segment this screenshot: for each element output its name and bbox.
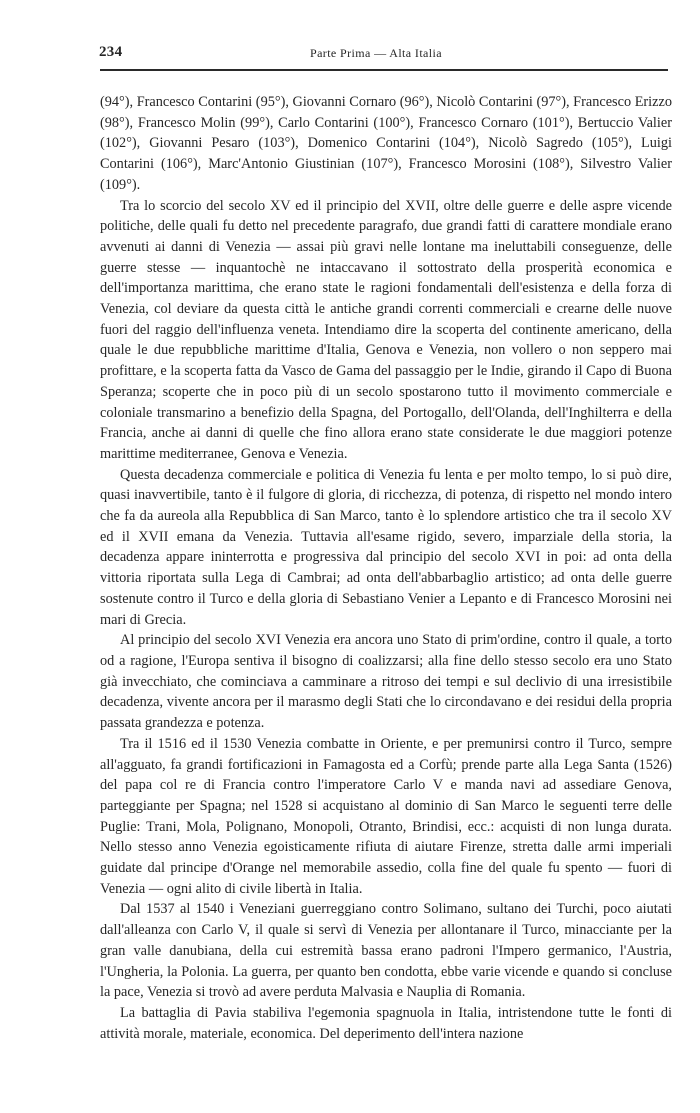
paragraph: Dal 1537 al 1540 i Veneziani guerreggiano contro Solimano, sultano dei Turchi, poco aiutati dall'alleanza con Carlo V, il quale si servì di Venezia per allontanare il Turco, minacciante per la gran valle danubiana, della cui estremità bassa erano padroni l'Impero germanico, l'Austria, l'Ungheria, la Polonia. La guerra, per quanto ben condotta, ebbe varie vicende e quando si concluse la pace, Venezia si trovò ad avere perduta Malvasia e Nauplia di Romania. bbox=[100, 901, 672, 1001]
paragraph: Tra lo scorcio del secolo XV ed il principio del XVII, oltre delle guerre e delle aspre vicende politiche, delle quali fu detto nel precedente paragrafo, due grandi fatti di carattere mondiale erano avvenuti ai danni di Venezia — assai più gravi nelle lontane ma ineluttabili conseguenze, delle guerre stesse — inquantochè ne intaccavano il sottostrato della prosperità economica e dell'importanza marittima, che erano state le ragioni fondamentali dell'esistenza e della forza di Venezia, col deviare da questa città le antiche grandi correnti commerciali e crearne delle nuove fuori del raggio dell'influenza veneta. Intendiamo dire la scoperta del continente americano, della quale le due repubbliche marittime d'Italia, Genova e Venezia, non vollero o non seppero mai profittare, e la scoperta fatta da Vasco de Gama del passaggio per le Indie, girando il Capo di Buona Speranza; scoperte che in poco più di un secolo spostarono tutto il movimento commerciale e coloniale transmarino a benefizio della Spagna, del Portogallo, dell'Olanda, dell'Inghilterra e della Francia, anche ai danni di quelle che fino allora erano state considerate le due maggiori potenze marittime mediterranee, Genova e Venezia. bbox=[100, 197, 672, 462]
paragraph: Tra il 1516 ed il 1530 Venezia combatte in Oriente, e per premunirsi contro il Turco, sempre all'agguato, fa grandi fortificazioni in Famagosta ed a Corfù; prende parte alla Lega Santa (1526) del papa col re di Francia contro l'imperatore Carlo V e manda navi ad assediare Genova, parteggiante per Spagna; nel 1528 si acquistano al dominio di San Marco le seguenti terre delle Puglie: Trani, Mola, Polignano, Monopoli, Otranto, Brindisi, ecc.: acquisti di non lunga durata. Nello stesso anno Venezia egoisticamente rifiuta di aiutare Firenze, stretta dalle armi imperiali guidate dal principe d'Orange nel memorabile assedio, colla fine del quale fu spento — fuori di Venezia — ogni alito di civile libertà in Italia. bbox=[100, 735, 672, 897]
paragraph: Questa decadenza commerciale e politica di Venezia fu lenta e per molto tempo, lo si può dire, quasi inavvertibile, tanto è il fulgore di gloria, di ricchezza, di potenza, di rispetto nel mondo intero che fa da aureola alla Repubblica di San Marco, tanto è lo splendore artistico che tra il secolo XV ed il XVII emana da Venezia. Tuttavia all'esame rigido, severo, imparziale della storia, la decadenza appare ininterrotta e progressiva dal principio del secolo XVI in poi: ad onta della vittoria riportata sulla Lega di Cambrai; ad onta dell'abbarbaglio artistico; ad onta delle guerre sostenute contro il Turco e della gloria di Sebastiano Venier a Lepanto e di Francesco Morosini nei mari di Grecia. bbox=[100, 466, 672, 628]
paragraph-continued: (94°), Francesco Contarini (95°), Giovanni Cornaro (96°), Nicolò Contarini (97°), Francesco Erizzo (98°), Francesco Molin (99°), Carlo Contarini (100°), Francesco Cornaro (101°), Bertuccio Valier (102°), Giovanni Pesaro (103°), Domenico Contarini (104°), Nicolò Sagredo (105°), Luigi Contarini (106°), Marc'Antonio Giustinian (107°), Francesco Morosini (108°), Silvestro Valier (109°). bbox=[100, 94, 672, 193]
paragraph: Al principio del secolo XVI Venezia era ancora uno Stato di prim'ordine, contro il quale, a torto od a ragione, l'Europa sentiva il bisogno di coalizzarsi; alla fine dello stesso secolo era uno Stato già invecchiato, che cominciava a camminare a ritroso dei tempi e sul declivio di una irresistibile decadenza, vivente ancora per il marasmo degli Stati che lo circondavano e dei residui della propria passata grandezza e potenza. bbox=[100, 632, 672, 732]
body-text bbox=[100, 92, 672, 1044]
paragraph: La battaglia di Pavia stabiliva l'egemonia spagnuola in Italia, intristendone tutte le fonti di attività morale, materiale, economica. Del deperimento dell'intera nazione bbox=[100, 1004, 672, 1042]
running-title: Parte Prima — Alta Italia bbox=[310, 46, 442, 60]
page-number: 234 bbox=[99, 44, 123, 60]
header-rule bbox=[100, 69, 668, 71]
running-head bbox=[99, 44, 669, 70]
